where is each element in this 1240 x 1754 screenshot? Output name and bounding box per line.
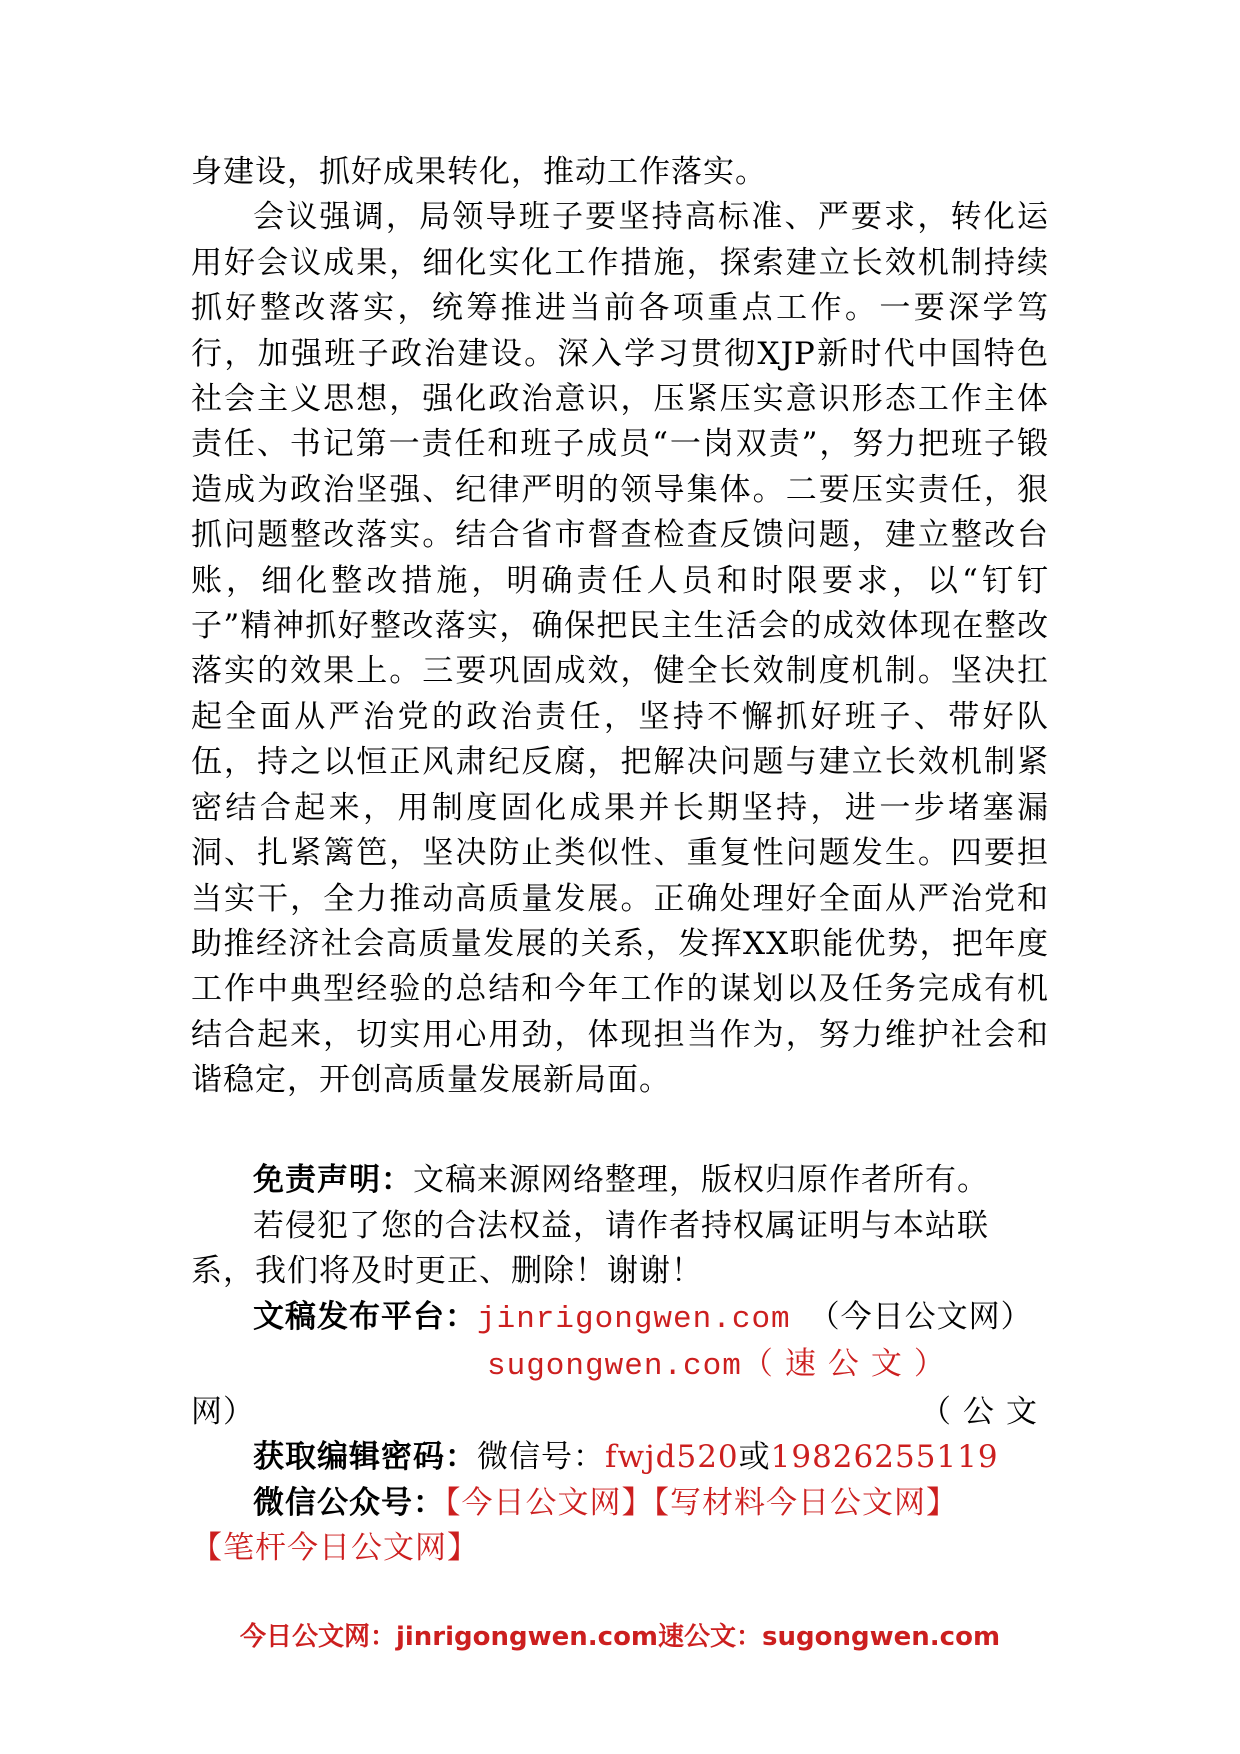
platform-line-3: 网） [191, 1393, 255, 1430]
wechat-prefix: 微信号： [477, 1439, 605, 1475]
site2-link[interactable]: sugongwen.com [487, 1349, 742, 1384]
site1-link[interactable]: jinrigongwen.com [477, 1301, 791, 1337]
wechat-id: fwjd520 [605, 1439, 739, 1475]
password-line [191, 1435, 1049, 1481]
paragraph-2: 会议强调，局领导班子要坚持高标准、严要求，转化运用好会议成果，细化实化工作措施，探索建立长效机制持续抓好整改落实，统筹推进当前各项重点工作。一要深学笃行，加强班子政治建设。深入学习贯彻XJP新时代中国特色社会主义思想，强化政治意识，压紧压实意识形态工作主体责任、书记第一责任和班子成员“一岗双责”，努力把班子锻造成为政治坚强、纪律严明的领导集体。二要压实责任，狠抓问题整改落实。结合省市督查检查反馈问题，建立整改台账，细化整改措施，明确责任人员和时限要求，以“钉钉子”精神抓好整改落实，确保把民主生活会的成效体现在整改落实的效果上。三要巩固成效，健全长效制度机制。坚决扛起全面从严治党的政治责任，坚持不懈抓好班子、带好队伍，持之以恒正风肃纪反腐，把解决问题与建立长效机制紧密结合起来，用制度固化成果并长期坚持，进一步堵塞漏洞、扎紧篱笆，坚决防止类似性、重复性问题发生。四要担当实干，全力推动高质量发展。正确处理好全面从严治党和助推经济社会高质量发展的关系，发挥XX职能优势，把年度工作中典型经验的总结和今年工作的谋划以及任务完成有机结合起来，切实用心用劲，体现担当作为，努力维护社会和谐稳定，开创高质量发展新局面。 [191, 199, 1049, 1099]
site1-name: （今日公文网） [808, 1298, 1033, 1335]
platform-line [191, 1295, 1049, 1343]
site2-alt-open: （公文 [920, 1393, 1049, 1430]
disclaimer-block [191, 1158, 1049, 1572]
footer-banner [0, 1616, 1240, 1653]
platform-line-2 [191, 1342, 1049, 1430]
disclaimer-line [191, 1158, 1049, 1204]
infringement-notice: 若侵犯了您的合法权益，请作者持权属证明与本站联系，我们将及时更正、删除！谢谢！ [191, 1207, 989, 1289]
disclaimer-text: 文稿来源网络整理，版权归原作者所有。 [413, 1162, 989, 1198]
footer-label-2: 速公文： [658, 1622, 763, 1652]
password-label: 获取编辑密码： [253, 1439, 477, 1475]
official-accounts-line [191, 1481, 1049, 1527]
site2-name: （速公文） [741, 1346, 957, 1382]
account-1[interactable]: 【今日公文网】 [445, 1484, 654, 1521]
footer-site-2[interactable]: sugongwen.com [762, 1622, 1001, 1652]
paragraph-1: 身建设，抓好成果转化，推动工作落实。 [191, 154, 767, 190]
body-text [191, 150, 1049, 1104]
platform-label: 文稿发布平台： [253, 1298, 477, 1335]
footer-label-1: 今日公文网： [239, 1622, 396, 1652]
account-2[interactable]: 【写材料今日公文网】 [653, 1484, 958, 1521]
official-label: 微信公众号： [253, 1484, 445, 1521]
or-text: 或 [738, 1439, 771, 1475]
official-accounts-line-2 [191, 1526, 1049, 1572]
disclaimer-label: 免责声明： [253, 1162, 413, 1198]
phone-number: 19826255119 [770, 1439, 999, 1475]
footer-site-1[interactable]: jinrigongwen.com [395, 1622, 659, 1652]
account-3[interactable]: 【笔杆今日公文网】 [191, 1530, 479, 1566]
